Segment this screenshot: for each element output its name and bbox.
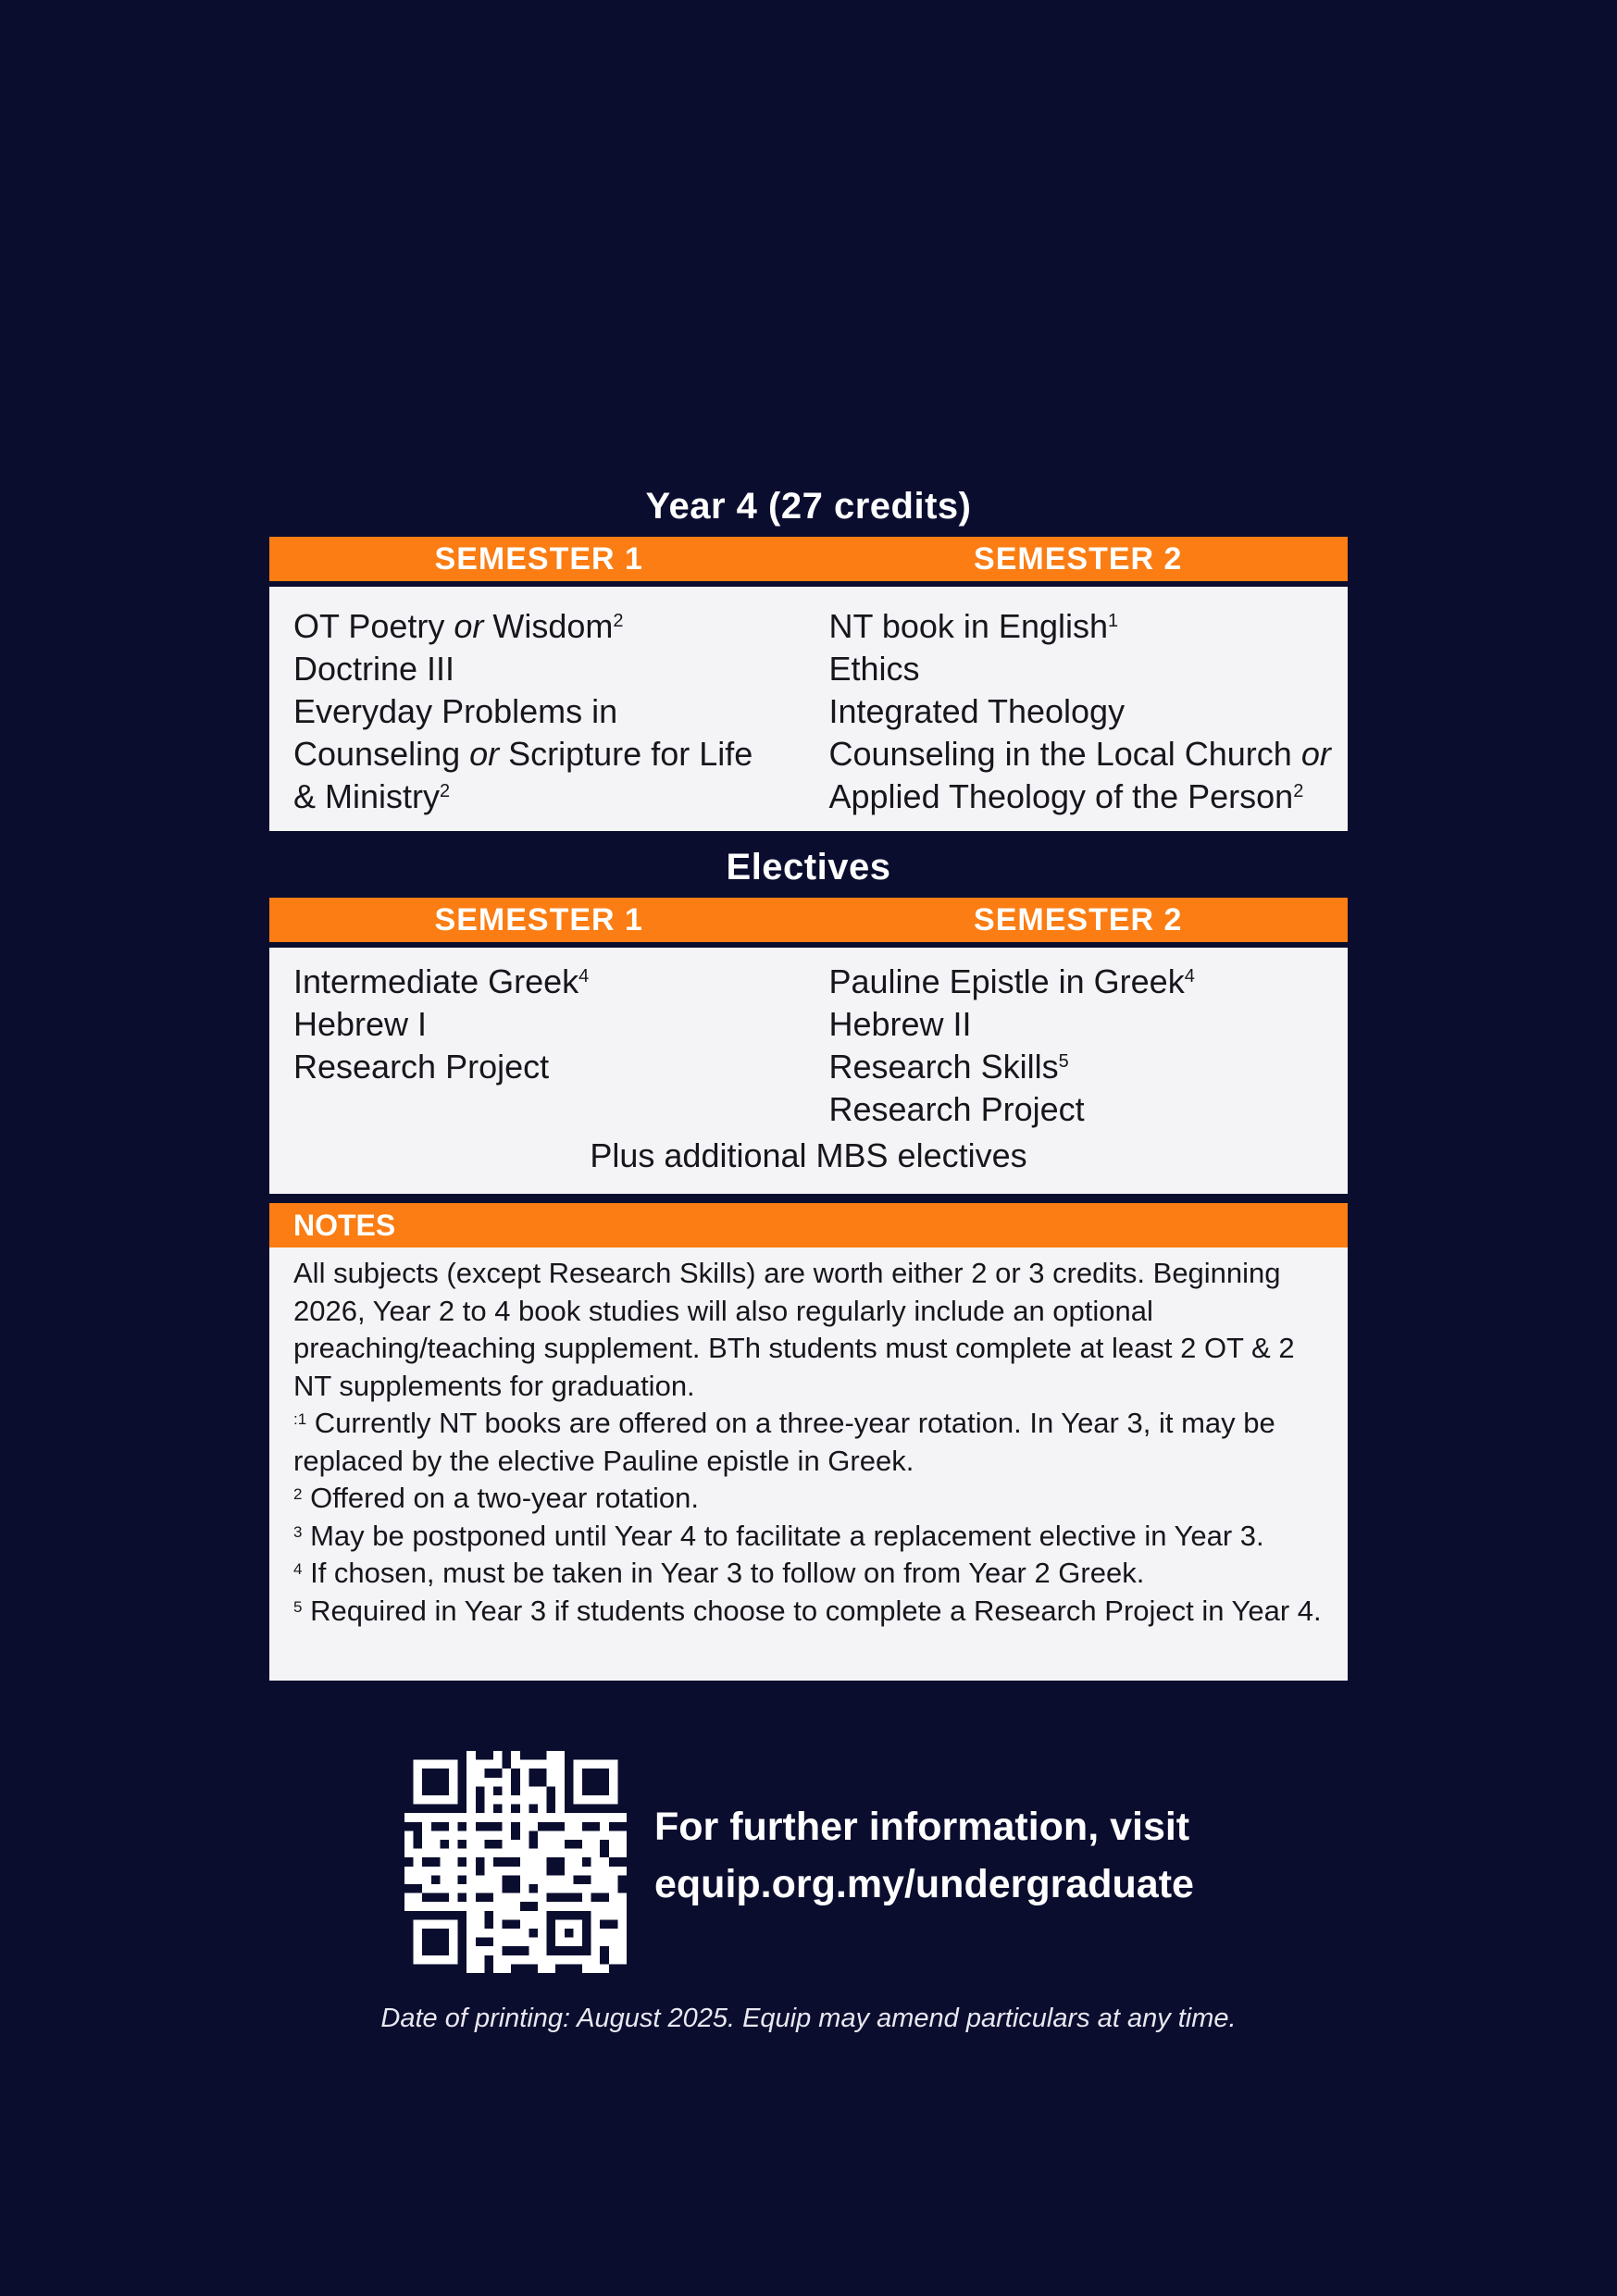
- list-item: Hebrew II: [828, 1005, 972, 1043]
- list-item: Doctrine III: [293, 650, 455, 688]
- year4-sem1-label: SEMESTER 1: [434, 540, 643, 577]
- list-item: Counseling in the Local Church or: [828, 735, 1331, 773]
- electives-sem2-list: [813, 961, 1349, 1131]
- note-4: $^4$ If chosen, must be taken in Year 3 to follow on from Year 2 Greek.: [293, 1557, 1145, 1589]
- list-item: Counseling or Scripture for Life: [293, 735, 753, 773]
- electives-title: Electives: [726, 847, 891, 887]
- list-item: Everyday Problems in: [293, 692, 618, 730]
- note-5: $^5$ Required in Year 3 if students choose to complete a Research Project in Year 4.: [293, 1594, 1322, 1627]
- year4-title: Year 4 (27 credits): [645, 486, 972, 527]
- list-item: Integrated Theology: [828, 692, 1126, 730]
- qr-code-icon[interactable]: [404, 1751, 627, 1973]
- electives-courses: [269, 948, 1348, 1194]
- further-info-link[interactable]: equip.org.my/undergraduate: [654, 1862, 1194, 1906]
- list-item: Intermediate Greek$^4$: [293, 962, 590, 1000]
- list-item: Pauline Epistle in Greek$^4$: [828, 962, 1195, 1000]
- electives-sem2-label: SEMESTER 2: [974, 901, 1183, 937]
- note-3: $^3$ May be postponed until Year 4 to facilitate a replacement elective in Year 3.: [293, 1519, 1264, 1552]
- list-item: & Ministry$^2$: [293, 777, 451, 815]
- further-info-text: For further information, visit: [654, 1805, 1190, 1849]
- list-item: Research Project: [293, 1048, 550, 1086]
- year4-sem1-list: [269, 605, 813, 831]
- note-2: $^2$ Offered on a two-year rotation.: [293, 1482, 699, 1514]
- year4-semester-header: [269, 537, 1348, 581]
- list-item: Hebrew I: [293, 1005, 428, 1043]
- list-item: NT book in English$^1$: [828, 607, 1119, 645]
- notes-intro: All subjects (except Research Skills) are worth either 2 or 3 credits. Beginning 2026, Year 2 to 4 book studies will also regularly include an optional preaching/teaching supplement. BTh students must complete at least 2 OT & 2 NT supplements for graduation.: [293, 1257, 1295, 1402]
- electives-sem1-list: [269, 961, 813, 1131]
- electives-sem1-label: SEMESTER 1: [434, 901, 643, 937]
- list-item: Research Skills$^5$: [828, 1048, 1069, 1086]
- notes-body: [269, 1247, 1348, 1681]
- notes-heading: NOTES: [269, 1203, 1348, 1247]
- electives-extra: Plus additional MBS electives: [590, 1136, 1027, 1174]
- printing-date-note: Date of printing: August 2025. Equip may amend particulars at any time.: [380, 2004, 1237, 2033]
- year4-courses: [269, 587, 1348, 831]
- list-item: OT Poetry or Wisdom$^2$: [293, 607, 624, 645]
- electives-semester-header: [269, 898, 1348, 942]
- year4-sem2-label: SEMESTER 2: [974, 540, 1183, 577]
- list-item: Research Project: [828, 1090, 1085, 1128]
- list-item: Applied Theology of the Person$^2$: [828, 777, 1304, 815]
- year4-sem2-list: [813, 605, 1349, 831]
- note-1: $^{:1}$ Currently NT books are offered on a three-year rotation. In Year 3, it may be replaced by the elective Pauline epistle in Greek.: [293, 1407, 1275, 1477]
- list-item: Ethics: [828, 650, 920, 688]
- further-info: [654, 1798, 1194, 1913]
